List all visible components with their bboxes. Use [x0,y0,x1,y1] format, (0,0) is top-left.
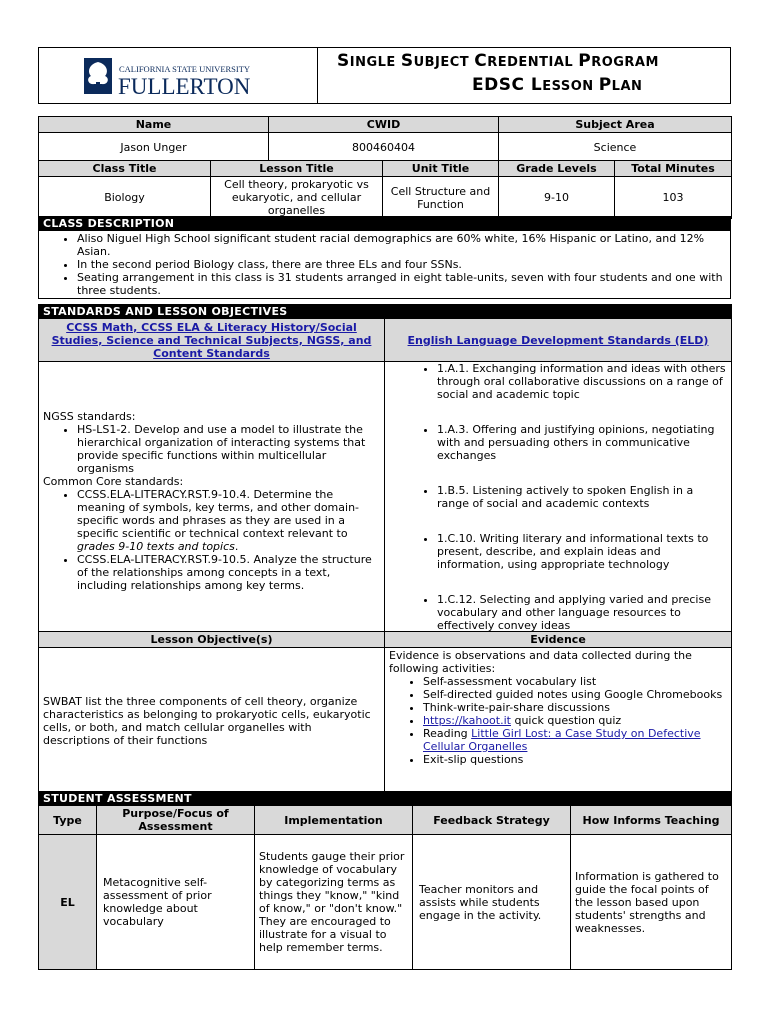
list-item: • 1.C.12. Selecting and applying varied and precise vocabulary and other language resources to effectively convey ideas [437,593,727,632]
evidence-list [389,675,727,766]
grade-levels-header: Grade Levels [499,161,615,177]
list-item: • 1.B.5. Listening actively to spoken English in a range of social and academic contexts [437,484,727,510]
content-standards-link[interactable]: CCSS Math, CCSS ELA & Literacy History/Social Studies, Science and Technical Subjects, NGSS, and Content Standards [39,319,385,362]
ngss-list [43,423,380,475]
subject-area-header: Subject Area [499,117,732,133]
cwid-value: 800460404 [269,133,499,162]
name-header: Name [39,117,269,133]
assessment-informs: Information is gathered to guide the focal points of the lesson based upon students' strengths and weaknesses. [571,835,732,970]
content-standards-cell [39,362,385,634]
assessment-implementation: Students gauge their prior knowledge of vocabulary by categorizing terms as things they "know," "kind of know," or "don't know." They are encouraged to illustrate for a visual to help remember terms. [255,835,413,970]
class-title-value: Biology [39,177,211,219]
assessment-feedback: Teacher monitors and assists while students engage in the activity. [413,835,571,970]
standards-section [38,304,732,634]
implementation-header: Implementation [255,806,413,835]
case-study-link[interactable]: Little Girl Lost: a Case Study on Defective Cellular Organelles [423,727,701,753]
list-item: • CCSS.ELA-LITERACY.RST.9-10.5. Analyze the structure of the relationships among concepts in a text, including relationships among key terms. [77,553,380,592]
title-line-1: SINGLE SUBJECT CREDENTIAL PROGRAM [337,51,659,71]
class-description-body [39,231,731,299]
informs-teaching-header: How Informs Teaching [571,806,732,835]
list-item: • 1.A.3. Offering and justifying opinions, negotiating with and persuading others in communicative exchanges [437,423,727,462]
ngss-label: NGSS standards: [43,409,136,423]
lesson-title-header: Lesson Title [211,161,383,177]
university-logo [39,48,318,103]
list-item: • Seating arrangement in this class is 31 students arranged in eight table-units, seven with four students and one with three students. [77,271,726,297]
subject-area-value: Science [499,133,732,162]
class-info-table [38,160,732,219]
document-header [38,47,731,104]
class-description-section [38,216,731,299]
standards-heading: STANDARDS AND LESSON OBJECTIVES [39,305,732,319]
purpose-header: Purpose/Focus of Assessment [97,806,255,835]
cwid-header: CWID [269,117,499,133]
common-core-label: Common Core standards: [43,474,184,488]
kahoot-link[interactable]: https://kahoot.it [423,714,511,727]
eld-standards-cell [385,362,732,634]
total-minutes-value: 103 [615,177,732,219]
unit-title-value: Cell Structure and Function [383,177,499,219]
title-line-2: EDSC LESSON PLAN [472,75,643,95]
list-item: • https://kahoot.it quick question quiz [423,714,727,727]
list-item: • HS-LS1-2. Develop and use a model to illustrate the hierarchical organization of interacting systems that provide specific functions within multicellular organisms [77,423,380,475]
lesson-objective-text: SWBAT list the three components of cell theory, organize characteristics as belonging to prokaryotic cells, eukaryotic cells, or both, and match cellular organelles with descriptions of their functions [39,648,385,794]
document-title [317,48,730,103]
evidence-cell [385,648,732,794]
evidence-header: Evidence [385,632,732,648]
common-core-list [43,488,380,592]
list-item: • Aliso Niguel High School significant student racial demographics are 60% white, 16% Hispanic or Latino, and 12% Asian. [77,232,726,258]
class-description-list [43,232,726,297]
list-item: • CCSS.ELA-LITERACY.RST.9-10.4. Determine the meaning of symbols, key terms, and other domain-specific words and phrases as they are used in a specific scientific or technical context relevant to grades 9-10 texts and topics. [77,488,380,553]
info-table [38,116,732,162]
list-item: • 1.C.10. Writing literary and informational texts to present, describe, and explain ideas and information, using appropriate technology [437,532,727,571]
table-row [39,835,732,970]
evidence-intro: Evidence is observations and data collected during the following activities: [389,649,692,675]
list-item: • Reading Little Girl Lost: a Case Study on Defective Cellular Organelles [423,727,727,753]
list-item: • Exit-slip questions [423,753,727,766]
total-minutes-header: Total Minutes [615,161,732,177]
feedback-strategy-header: Feedback Strategy [413,806,571,835]
assessment-purpose: Metacognitive self-assessment of prior knowledge about vocabulary [97,835,255,970]
list-item: • In the second period Biology class, there are three ELs and four SSNs. [77,258,726,271]
student-assessment-heading: STUDENT ASSESSMENT [39,792,732,806]
svg-text:FULLERTON: FULLERTON [118,74,251,99]
csuf-logo-icon [39,48,317,103]
list-item: • Self-directed guided notes using Google Chromebooks [423,688,727,701]
type-header: Type [39,806,97,835]
list-item: • 1.A.1. Exchanging information and ideas with others through oral collaborative discussions on a range of social and academic topic [437,362,727,401]
list-item: • Self-assessment vocabulary list [423,675,727,688]
assessment-type: EL [39,835,97,970]
svg-text:CALIFORNIA STATE UNIVERSITY: CALIFORNIA STATE UNIVERSITY [119,64,251,74]
student-assessment-section [38,791,732,970]
lesson-objectives-header: Lesson Objective(s) [39,632,385,648]
grade-levels-value: 9-10 [499,177,615,219]
class-description-heading: CLASS DESCRIPTION [39,217,731,231]
unit-title-header: Unit Title [383,161,499,177]
name-value: Jason Unger [39,133,269,162]
eld-standards-link[interactable]: English Language Development Standards (ELD) [385,319,732,362]
list-item: • Think-write-pair-share discussions [423,701,727,714]
objectives-section [38,631,732,794]
lesson-title-value: Cell theory, prokaryotic vs eukaryotic, and cellular organelles [211,177,383,219]
class-title-header: Class Title [39,161,211,177]
eld-list [389,362,727,632]
